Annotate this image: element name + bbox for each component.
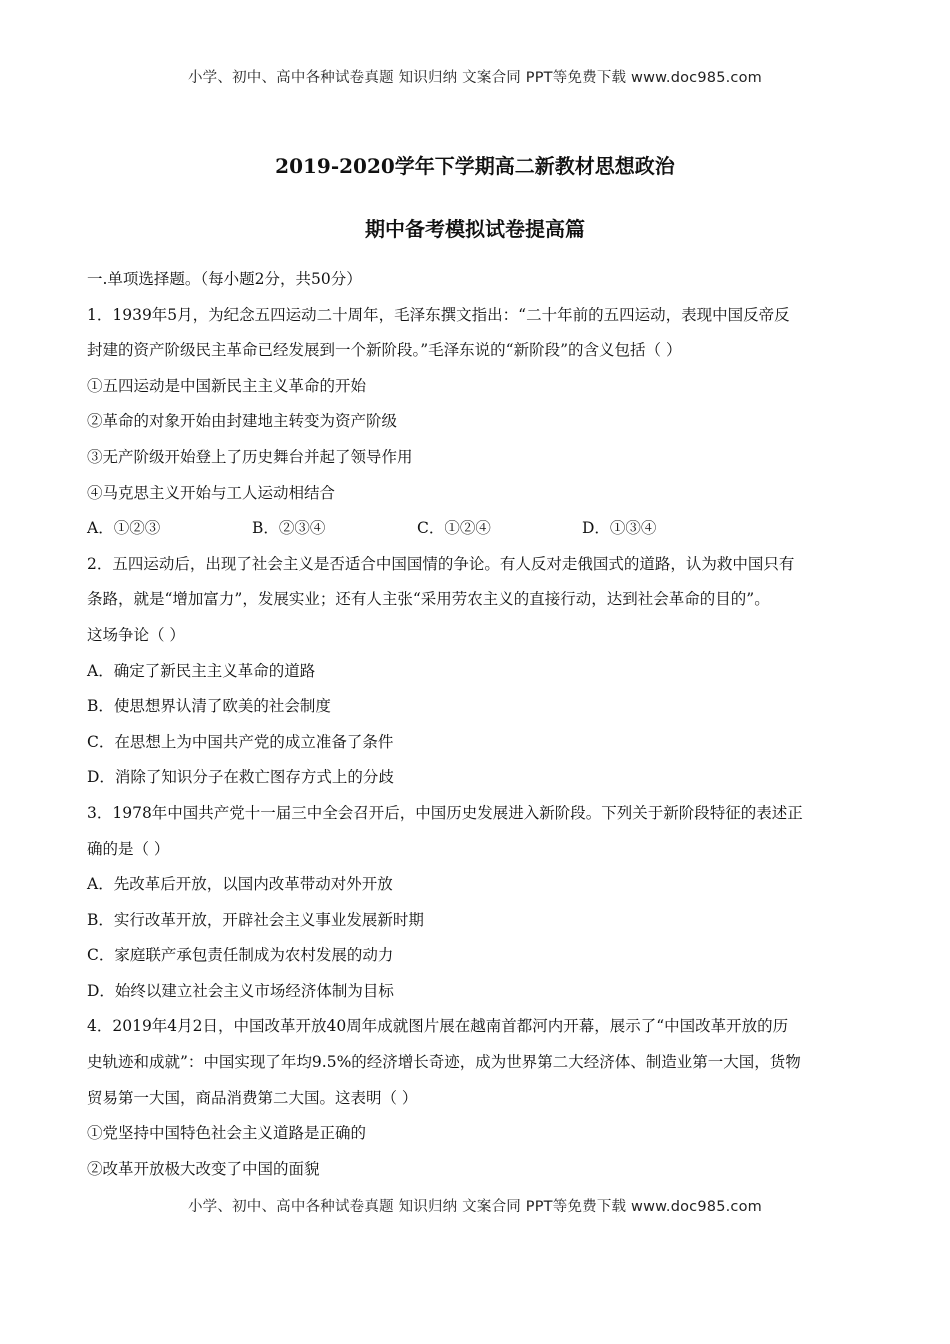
option-b: B．②③④ — [252, 519, 326, 538]
statement: ①党坚持中国特色社会主义道路是正确的 — [87, 1124, 367, 1143]
question-stem: 1．1939年5月，为纪念五四运动二十周年，毛泽东撰文指出：“二十年前的五四运动，表现中国反帝反 — [87, 305, 790, 324]
statement: ②改革开放极大改变了中国的面貌 — [87, 1159, 320, 1178]
option-d: D．①③④ — [582, 519, 657, 538]
question-3 — [87, 796, 867, 1010]
statement: ②革命的对象开始由封建地主转变为资产阶级 — [87, 412, 398, 431]
statement: ④马克思主义开始与工人运动相结合 — [87, 483, 336, 502]
option-c: C．在思想上为中国共产党的成立准备了条件 — [87, 732, 394, 751]
option-b: B．使思想界认清了欧美的社会制度 — [87, 697, 331, 716]
option-a: A．①②③ — [87, 519, 161, 538]
option-d: D．消除了知识分子在救亡图存方式上的分歧 — [87, 768, 394, 787]
statement: ③无产阶级开始登上了历史舞台并起了领导作用 — [87, 447, 413, 466]
question-stem: 贸易第一大国，商品消费第二大国。这表明（ ） — [87, 1088, 418, 1107]
question-stem: 这场争论（ ） — [87, 625, 185, 644]
answer-options — [87, 511, 867, 547]
question-1 — [87, 298, 867, 547]
exam-subtitle: 期中备考模拟试卷提高篇 — [365, 217, 585, 241]
question-stem: 3．1978年中国共产党十一届三中全会召开后，中国历史发展进入新阶段。下列关于新阶段特征的表述正 — [87, 803, 803, 822]
option-c: C．①②④ — [417, 519, 491, 538]
question-stem: 2．五四运动后，出现了社会主义是否适合中国国情的争论。有人反对走俄国式的道路，认为救中国只有 — [87, 554, 795, 573]
page-footer-watermark: 小学、初中、高中各种试卷真题 知识归纳 文案合同 PPT等免费下载 www.doc985.com — [187, 1199, 763, 1215]
statement: ①五四运动是中国新民主主义革命的开始 — [87, 376, 367, 395]
question-2 — [87, 547, 867, 796]
question-stem: 史轨迹和成就”：中国实现了年均9.5%的经济增长奇迹，成为世界第二大经济体、制造业第一大国，货物 — [87, 1053, 801, 1072]
option-a: A．先改革后开放，以国内改革带动对外开放 — [87, 875, 393, 894]
option-c: C．家庭联产承包责任制成为农村发展的动力 — [87, 946, 394, 965]
section-heading: 一.单项选择题。（每小题2分，共50分） — [87, 270, 362, 288]
exam-content — [87, 262, 867, 1187]
page-header-watermark: 小学、初中、高中各种试卷真题 知识归纳 文案合同 PPT等免费下载 www.doc985.com — [187, 70, 763, 86]
question-stem: 封建的资产阶级民主革命已经发展到一个新阶段。”毛泽东说的“新阶段”的含义包括（ ） — [87, 341, 682, 360]
option-b: B．实行改革开放，开辟社会主义事业发展新时期 — [87, 910, 424, 929]
question-stem: 4．2019年4月2日，中国改革开放40周年成就图片展在越南首都河内开幕，展示了“中国改革开放的历 — [87, 1017, 789, 1036]
question-4 — [87, 1009, 867, 1187]
question-stem: 条路，就是“增加富力”，发展实业；还有人主张“采用劳农主义的直接行动，达到社会革命的目的”。 — [87, 590, 770, 609]
question-stem: 确的是（ ） — [87, 839, 170, 858]
option-a: A．确定了新民主主义革命的道路 — [87, 661, 316, 680]
option-d: D．始终以建立社会主义市场经济体制为目标 — [87, 981, 394, 1000]
exam-title: 2019-2020学年下学期高二新教材思想政治 — [275, 154, 675, 178]
